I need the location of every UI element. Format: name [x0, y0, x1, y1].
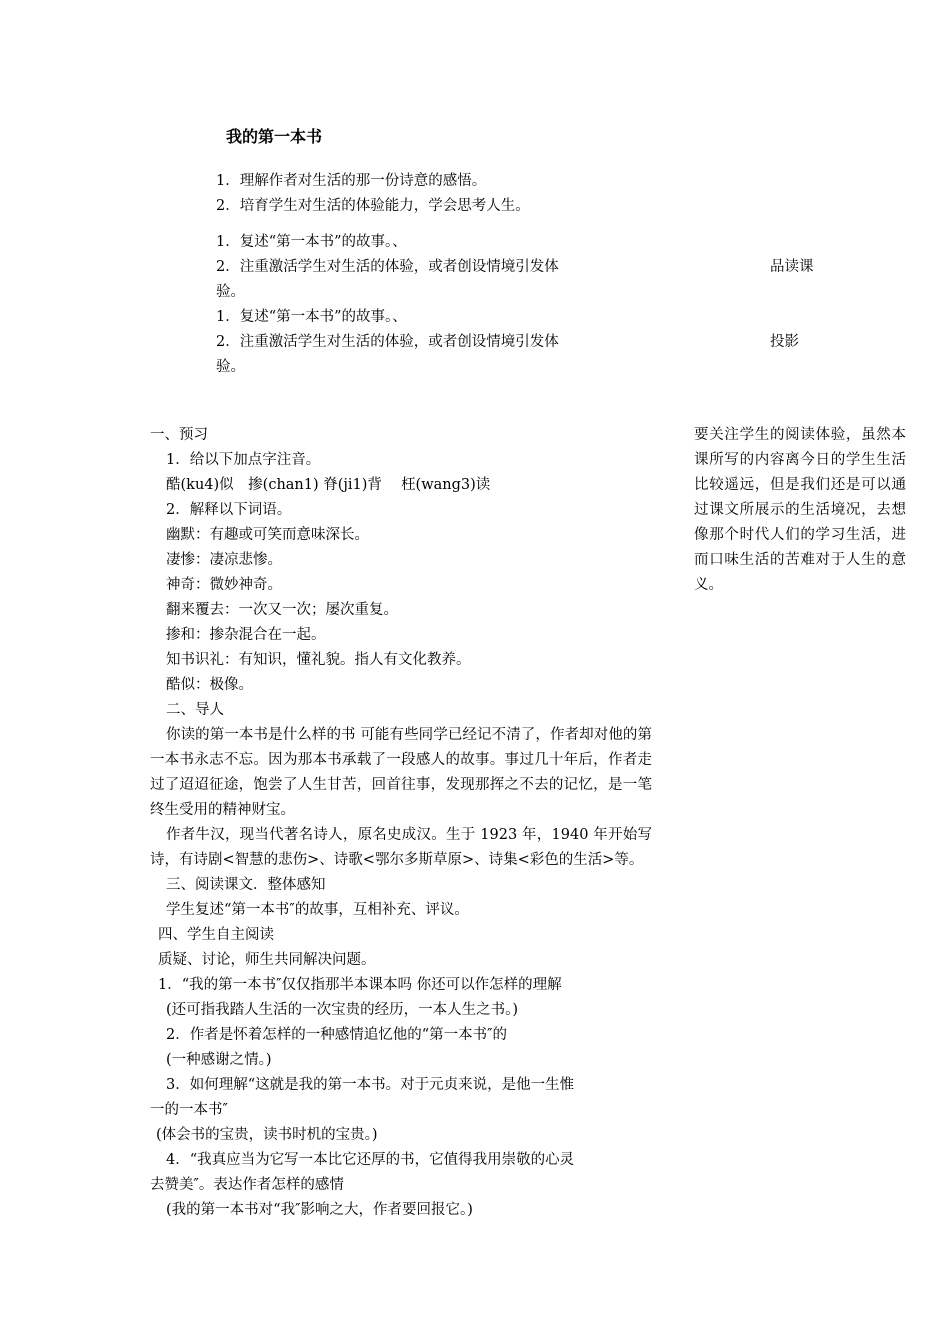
preview-question-1: 1．给以下加点字注音。 [166, 452, 321, 468]
answer-2: (一种感谢之情。) [166, 1052, 272, 1068]
author-paragraph: 作者牛汉，现当代著名诗人，原名史成汉。生于 1923 年，1940 年开始写诗，有诗剧<智慧的悲伤>、诗歌<鄂尔多斯草原>、诗集<彩色的生活>等。 [150, 827, 652, 868]
question-3-line2: 一的一本书″ [150, 1102, 228, 1118]
goal-1: 1．理解作者对生活的那一份诗意的感悟。 [216, 173, 487, 189]
goal-2: 2．培育学生对生活的体验能力，学会思考人生。 [216, 198, 530, 214]
section-heading-intro: 二、导人 [166, 702, 224, 718]
page-title: 我的第一本书 [226, 127, 323, 146]
question-4-line1: 4．“我真应当为它写一本比它还厚的书，它值得我用崇敬的心灵 [166, 1152, 575, 1168]
answer-4: (我的第一本书对“我″影响之大，作者要回报它。) [166, 1202, 473, 1218]
key-point-a1: 1．复述“第一本书”的故事。、 [216, 234, 407, 250]
media-label: 投影 [770, 334, 799, 350]
pinyin-items: 酷(ku4)似 掺(chan1) 脊(ji1)背 枉(wang3)读 [166, 477, 491, 493]
self-study-instruction: 质疑、讨论，师生共同解决问题。 [158, 952, 376, 968]
word-definition: 酷似：极像。 [166, 677, 253, 693]
answer-3: (体会书的宝贵，读书时机的宝贵。) [156, 1127, 378, 1143]
question-3-line1: 3．如何理解“这就是我的第一本书。对于元贞来说，是他一生惟 [166, 1077, 575, 1093]
word-definition: 凄惨：凄凉悲惨。 [166, 552, 282, 568]
reading-instruction: 学生复述“第一本书″的故事，互相补充、评议。 [166, 902, 469, 918]
question-4-line2: 去赞美″。表达作者怎样的感情 [150, 1177, 344, 1193]
method-label: 品读课 [770, 259, 814, 275]
word-definition: 神奇：微妙神奇。 [166, 577, 282, 593]
key-point-b2-line1: 2．注重激活学生对生活的体验，或者创设情境引发体 [216, 334, 559, 350]
preview-question-2: 2．解释以下词语。 [166, 502, 292, 518]
question-1: 1．“我的第一本书″仅仅指那半本课本吗 你还可以作怎样的理解 [158, 977, 562, 993]
lesson-body [150, 423, 652, 1223]
section-heading-reading: 三、阅读课文．整体感知 [166, 877, 326, 893]
key-point-a2-line2: 验。 [216, 284, 245, 300]
teaching-note: 要关注学生的阅读体验，虽然本课所写的内容离今日的学生生活比较遥远，但是我们还是可以通过课文所展示的生活境况，去想像那个时代人们的学习生活，进而口味生活的苦难对于人生的意义。 [694, 427, 906, 593]
key-point-b2-line2: 验。 [216, 359, 245, 375]
section-heading-self-study: 四、学生自主阅读 [158, 927, 274, 943]
word-definition: 知书识礼：有知识，懂礼貌。指人有文化教养。 [166, 652, 471, 668]
answer-1: (还可指我踏人生活的一次宝贵的经历，一本人生之书。) [166, 1002, 519, 1018]
intro-paragraph: 你读的第一本书是什么样的书 可能有些同学已经记不清了，作者却对他的第一本书永志不忘。因为那本书承载了一段感人的故事。事过几十年后，作者走过了迢迢征途，饱尝了人生甘苦，回首往事，发现那挥之不去的记忆，是一笔终生受用的精神财宝。 [150, 727, 652, 818]
word-definition: 翻来覆去：一次又一次；屡次重复。 [166, 602, 398, 618]
section-heading-preview: 一、预习 [150, 427, 208, 443]
key-point-a2-line1: 2．注重激活学生对生活的体验，或者创设情境引发体 [216, 259, 559, 275]
word-definition: 幽默：有趣或可笑而意味深长。 [166, 527, 369, 543]
word-definition: 掺和：掺杂混合在一起。 [166, 627, 326, 643]
question-2: 2．作者是怀着怎样的一种感情追忆他的“第一本书″的 [166, 1027, 508, 1043]
key-point-b1: 1．复述“第一本书”的故事。、 [216, 309, 407, 325]
